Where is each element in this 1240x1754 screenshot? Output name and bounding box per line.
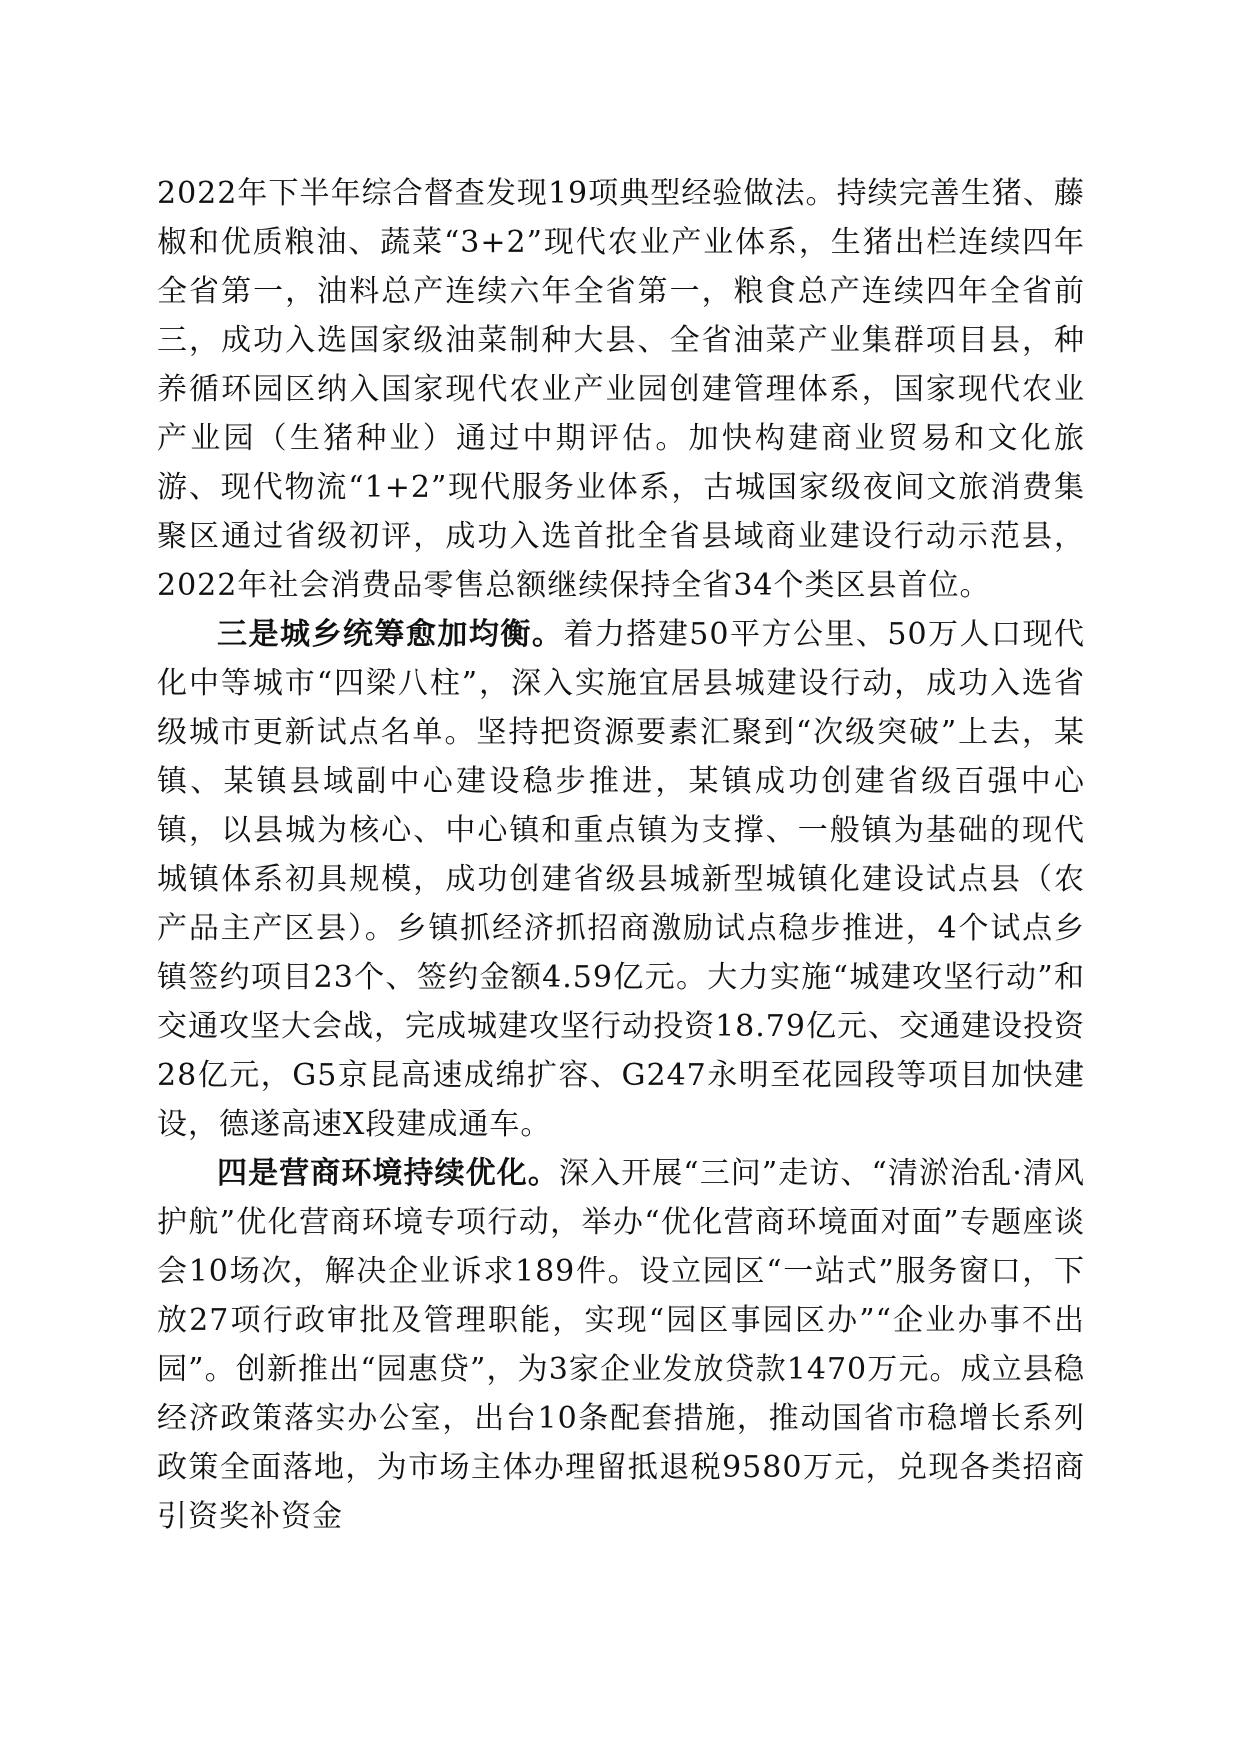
paragraph-1-text: 2022年下半年综合督查发现19项典型经验做法。持续完善生猪、藤椒和优质粮油、蔬菜“3+2”现代农业产业体系，生猪出栏连续四年全省第一，油料总产连续六年全省第一，粮食总产连续四年全省前三，成功入选国家级油菜制种大县、全省油菜产业集群项目县，种养循环园区纳入国家现代农业产业园创建管理体系，国家现代农业产业园（生猪种业）通过中期评估。加快构建商业贸易和文化旅游、现代物流“1+2”现代服务业体系，古城国家级夜间文旅消费集聚区通过省级初评，成功入选首批全省县域商业建设行动示范县，2022年社会消费品零售总额继续保持全省34个类区县首位。 <box>157 176 1085 603</box>
paragraph-2-text: 着力搭建50平方公里、50万人口现代化中等城市“四梁八柱”，深入实施宜居县城建设行动，成功入选省级城市更新试点名单。坚持把资源要素汇聚到“次级突破”上去，某镇、某镇县域副中心建设稳步推进，某镇成功创建省级百强中心镇，以县城为核心、中心镇和重点镇为支撑、一般镇为基础的现代城镇体系初具规模，成功创建省级县城新型城镇化建设试点县（农产品主产区县）。乡镇抓经济抓招商激励试点稳步推进，4个试点乡镇签约项目23个、签约金额4.59亿元。大力实施“城建攻坚行动”和交通攻坚大会战，完成城建攻坚行动投资18.79亿元、交通建设投资28亿元，G5京昆高速成绵扩容、G247永明至花园段等项目加快建设，德遂高速X段建成通车。 <box>157 617 1085 1142</box>
document-body <box>157 169 1085 1541</box>
paragraph-3-heading: 四是营商环境持续优化。 <box>217 1156 559 1191</box>
paragraph-1 <box>157 169 1085 610</box>
paragraph-3-text: 深入开展“三问”走访、“清淤治乱·清风护航”优化营商环境专项行动，举办“优化营商环境面对面”专题座谈会10场次，解决企业诉求189件。设立园区“一站式”服务窗口，下放27项行政审批及管理职能，实现“园区事园区办”“企业办事不出园”。创新推出“园惠贷”，为3家企业发放贷款1470万元。成立县稳经济政策落实办公室，出台10条配套措施，推动国省市稳增长系列政策全面落地，为市场主体办理留抵退税9580万元，兑现各类招商引资奖补资金 <box>157 1156 1086 1534</box>
paragraph-3 <box>157 1149 1085 1541</box>
paragraph-2-heading: 三是城乡统筹愈加均衡。 <box>217 617 564 652</box>
paragraph-2 <box>157 610 1085 1149</box>
